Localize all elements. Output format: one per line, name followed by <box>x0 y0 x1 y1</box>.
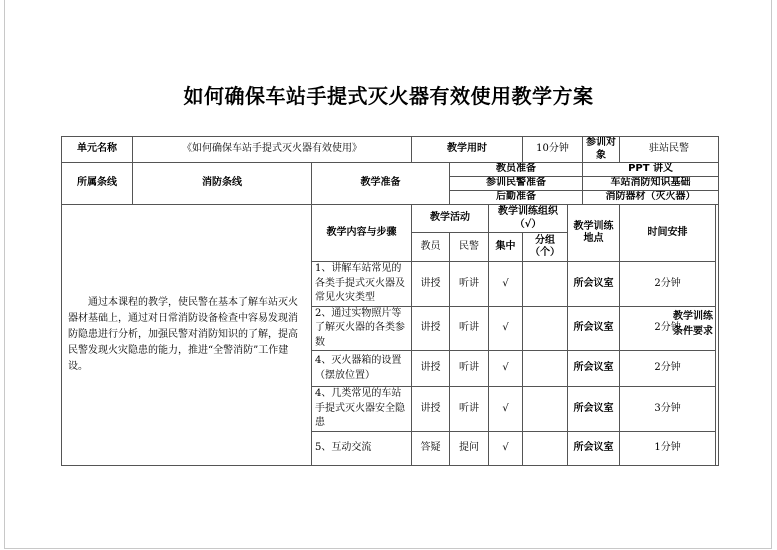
time-cell: 2分钟 <box>620 306 716 351</box>
central-check: √ <box>489 306 523 351</box>
teacher-cell: 讲授 <box>412 262 450 307</box>
time-cell: 3分钟 <box>620 387 716 432</box>
police-cell: 提问 <box>450 431 489 465</box>
time-cell: 1分钟 <box>620 431 716 465</box>
unit-row <box>62 137 719 163</box>
step-text: 1、讲解车站常见的各类手提式灭火器及常见火灾类型 <box>312 262 412 307</box>
activity-header-row <box>62 205 719 233</box>
group-header: 分组（个） <box>523 233 568 262</box>
time-label: 教学用时 <box>412 137 523 163</box>
teacher-cell: 讲授 <box>412 351 450 387</box>
prep-item-label: 参训民警准备 <box>450 177 583 191</box>
location-cell: 所会议室 <box>568 431 620 465</box>
central-check: √ <box>489 351 523 387</box>
teacher-cell: 答疑 <box>412 431 450 465</box>
org-header: 教学训练组织（√） <box>489 205 568 233</box>
requirement-label: 教学训练条件要求 <box>673 311 713 337</box>
group-cell <box>523 262 568 307</box>
teacher-header: 教员 <box>412 233 450 262</box>
audience-label: 参训对象 <box>583 137 620 163</box>
prep-row-1 <box>62 163 719 177</box>
lesson-plan-table <box>61 136 719 466</box>
location-header: 教学训练地点 <box>568 205 620 262</box>
central-header: 集中 <box>489 233 523 262</box>
prep-item-value: PPT 讲义 <box>583 163 719 177</box>
group-cell <box>523 351 568 387</box>
unit-label: 单元名称 <box>62 137 133 163</box>
group-cell <box>523 387 568 432</box>
location-cell: 所会议室 <box>568 306 620 351</box>
time-cell: 2分钟 <box>620 262 716 307</box>
prep-item-value: 车站消防知识基础 <box>583 177 719 191</box>
step-text: 5、互动交流 <box>312 431 412 465</box>
central-check: √ <box>489 431 523 465</box>
schedule-header: 时间安排 <box>620 205 716 262</box>
location-cell: 所会议室 <box>568 262 620 307</box>
line-value: 消防条线 <box>133 163 312 205</box>
central-check: √ <box>489 262 523 307</box>
police-cell: 听讲 <box>450 351 489 387</box>
step-text: 2、通过实物照片等了解灭火器的各类参数 <box>312 306 412 351</box>
police-cell: 听讲 <box>450 262 489 307</box>
location-cell: 所会议室 <box>568 387 620 432</box>
central-check: √ <box>489 387 523 432</box>
unit-value: 《如何确保车站手提式灭火器有效使用》 <box>133 137 412 163</box>
time-value: 10分钟 <box>523 137 583 163</box>
police-header: 民警 <box>450 233 489 262</box>
page-title: 如何确保车站手提式灭火器有效使用教学方案 <box>183 84 594 108</box>
police-cell: 听讲 <box>450 306 489 351</box>
police-cell: 听讲 <box>450 387 489 432</box>
prep-label: 教学准备 <box>312 163 450 205</box>
prep-item-label: 后勤准备 <box>450 191 583 205</box>
audience-value: 驻站民警 <box>620 137 719 163</box>
content-header: 教学内容与步骤 <box>312 205 412 262</box>
group-cell <box>523 306 568 351</box>
prep-item-value: 消防器材（灭火器） <box>583 191 719 205</box>
step-text: 4、灭火器箱的设置（摆放位置） <box>312 351 412 387</box>
activity-header: 教学活动 <box>412 205 489 233</box>
course-description: 通过本课程的教学，使民警在基本了解车站灭火器材基础上，通过对日常消防设备检查中容易发现消防隐患进行分析，加强民警对消防知识的了解，提高民警发现火灾隐患的能力，推进“全警消防”工作建设。 <box>62 205 312 466</box>
group-cell <box>523 431 568 465</box>
time-cell: 2分钟 <box>620 351 716 387</box>
prep-item-label: 教员准备 <box>450 163 583 177</box>
teacher-cell: 讲授 <box>412 306 450 351</box>
line-label: 所属条线 <box>62 163 133 205</box>
location-cell: 所会议室 <box>568 351 620 387</box>
teacher-cell: 讲授 <box>412 387 450 432</box>
step-text: 4、几类常见的车站手提式灭火器安全隐患 <box>312 387 412 432</box>
